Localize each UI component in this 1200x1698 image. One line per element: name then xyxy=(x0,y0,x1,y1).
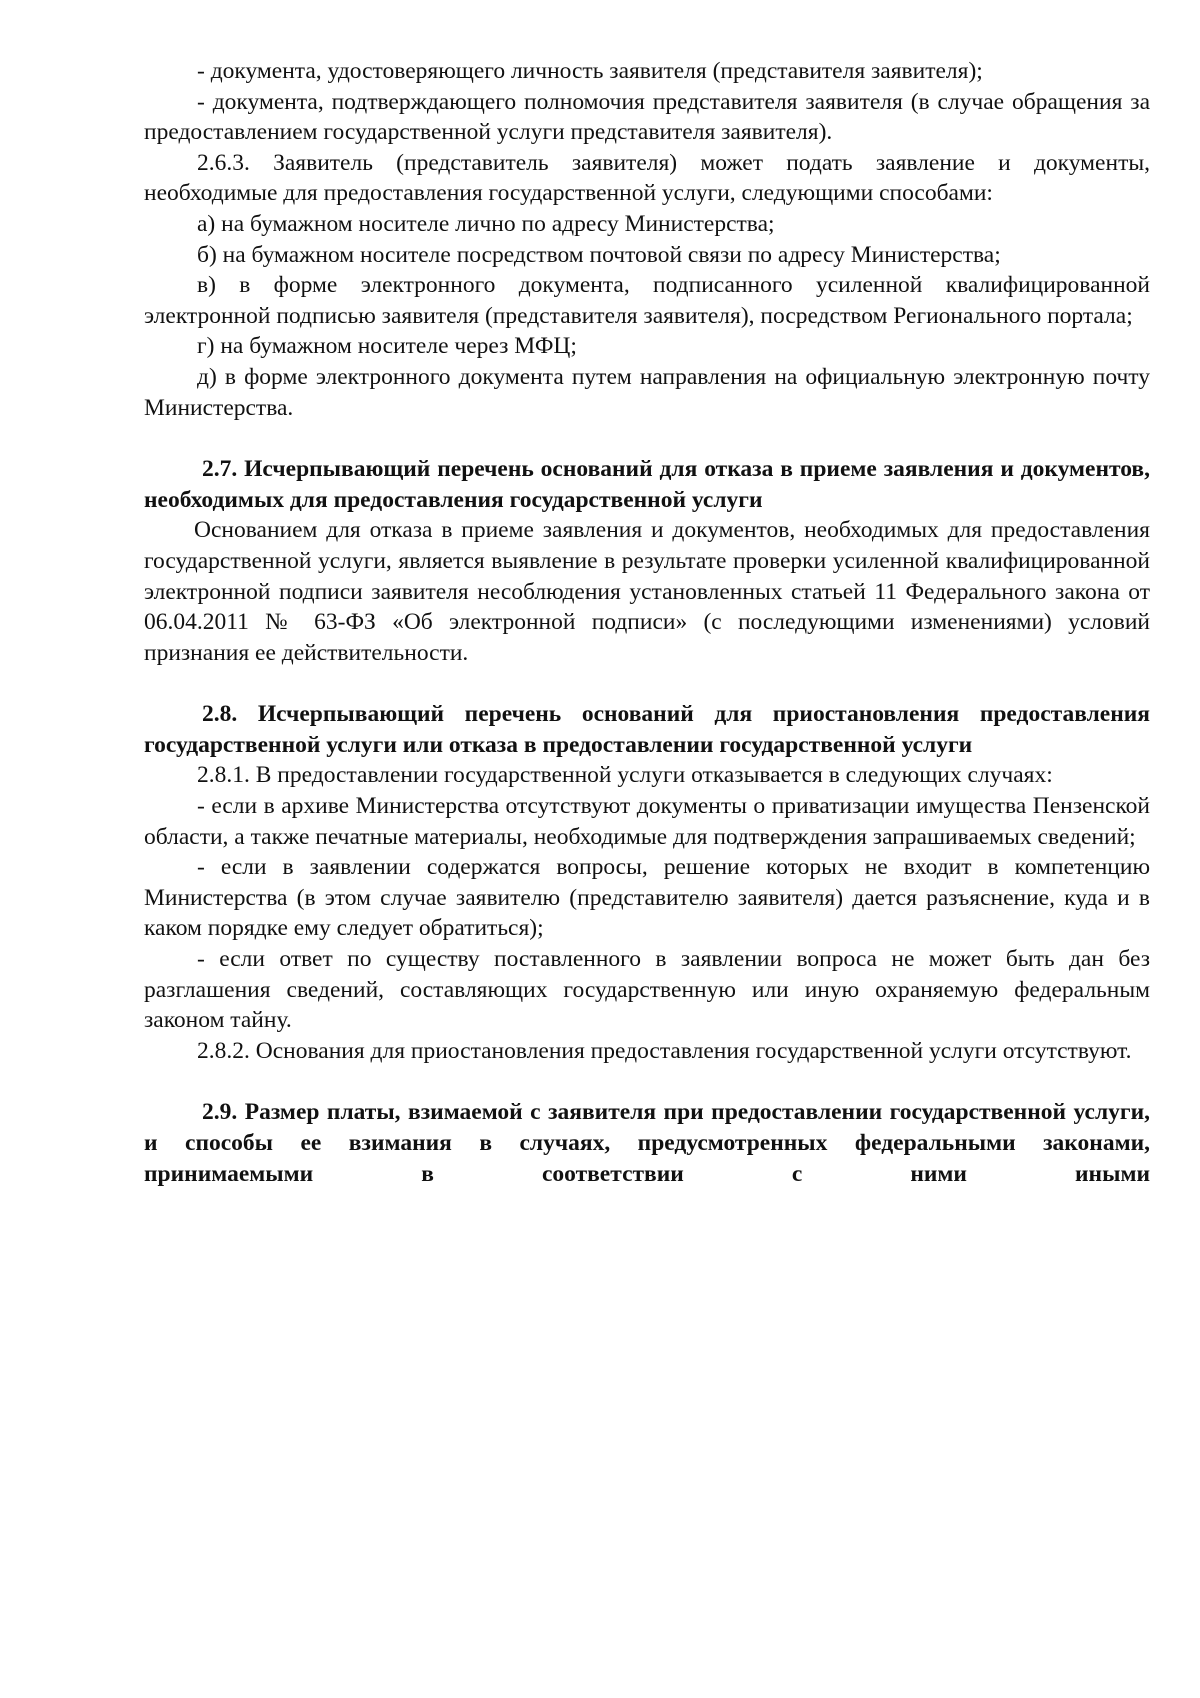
paragraph-2-6-3: 2.6.3. Заявитель (представитель заявителя) может подать заявление и документы, необходимые для предоставления государственной услуги, следующими способами: xyxy=(144,149,1150,207)
section-heading-2-8: 2.8. Исчерпывающий перечень оснований для приостановления предоставления государственной услуги или отказа в предоставлении государственной услуги xyxy=(144,701,1150,758)
section-spacer xyxy=(144,668,1150,699)
list-item: в) в форме электронного документа, подписанного усиленной квалифицированной электронной подписью заявителя (представителя заявителя), посредством Регионального портала; xyxy=(144,272,1150,329)
section-heading-2-7: 2.7. Исчерпывающий перечень оснований для отказа в приеме заявления и документов, необходимых для предоставления государственной услуги xyxy=(144,456,1150,513)
paragraph-2-7-body: Основанием для отказа в приеме заявления и документов, необходимых для предоставления государственной услуги, является выявление в результате проверки усиленной квалифицированной электронной подписи заявителя несоблюдения установленных статьей 11 Федерального закона от 06.04.2011 № 63-ФЗ «Об электронной подписи» (с последующими изменениями) условий признания ее действительности. xyxy=(144,517,1150,666)
paragraph-2-8-1: 2.8.1. В предоставлении государственной услуги отказывается в следующих случаях: xyxy=(197,762,1053,789)
list-item: - документа, удостоверяющего личность заявителя (представителя заявителя); xyxy=(197,58,983,84)
section-spacer xyxy=(144,423,1150,454)
list-item: - если в заявлении содержатся вопросы, решение которых не входит в компетенцию Министерства (в этом случае заявителю (представителю заявителя) дается разъяснение, куда и в каком порядке ему следует обратиться); xyxy=(144,854,1150,942)
list-item: - если ответ по существу поставленного в заявлении вопроса не может быть дан без разглашения сведений, составляющих государственную или иную охраняемую федеральным законом тайну. xyxy=(144,946,1150,1034)
list-item: - документа, подтверждающего полномочия представителя заявителя (в случае обращения за предоставлением государственной услуги представителя заявителя). xyxy=(144,88,1150,146)
paragraph-2-8-2: 2.8.2. Основания для приостановления предоставления государственной услуги отсутствуют. xyxy=(197,1037,1132,1064)
section-spacer xyxy=(144,1066,1150,1097)
list-item: г) на бумажном носителе через МФЦ; xyxy=(197,333,577,360)
list-item: - если в архиве Министерства отсутствуют документы о приватизации имущества Пензенской области, а также печатные материалы, необходимые для подтверждения запрашиваемых сведений; xyxy=(144,793,1150,850)
section-heading-2-9: 2.9. Размер платы, взимаемой с заявителя при предоставлении государственной услуги, и способы ее взимания в случаях, предусмотренных федеральными законами, принимаемыми в соответствии с ними иными xyxy=(144,1099,1150,1187)
list-item: д) в форме электронного документа путем направления на официальную электронную почту Министерства. xyxy=(144,363,1150,421)
list-item: б) на бумажном носителе посредством почтовой связи по адресу Министерства; xyxy=(197,241,1001,268)
list-item: а) на бумажном носителе лично по адресу Министерства; xyxy=(197,210,775,237)
